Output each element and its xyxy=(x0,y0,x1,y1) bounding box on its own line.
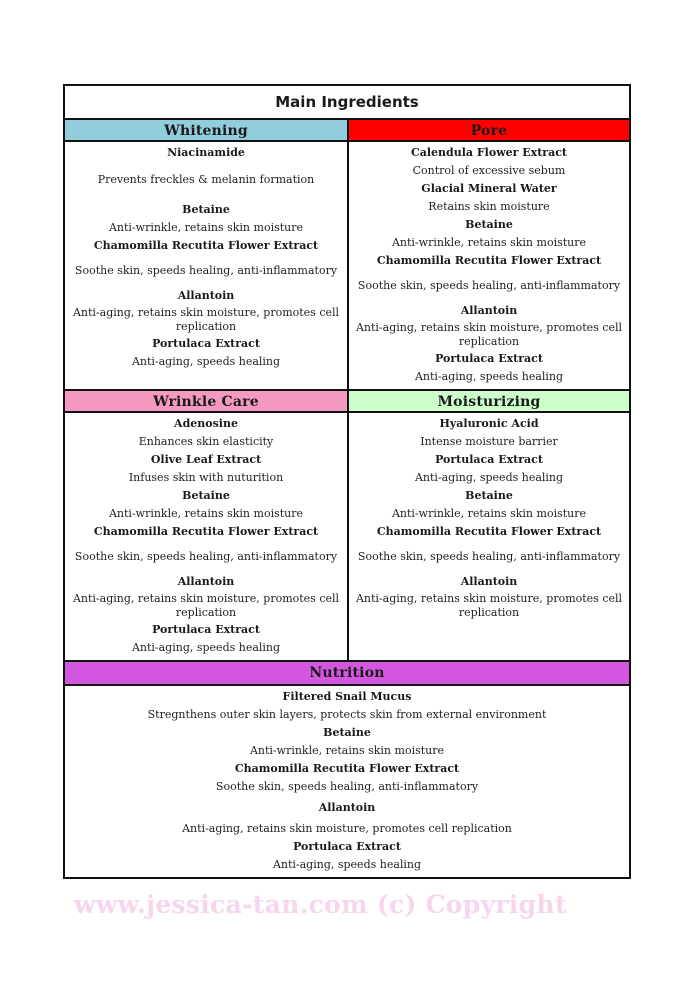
ingredient-name: Chamomilla Recutita Flower Extract xyxy=(93,525,319,538)
nutrition-header: Nutrition xyxy=(65,662,629,686)
whitening-header: Whitening xyxy=(65,120,349,142)
ingredient-name: Betaine xyxy=(465,489,513,502)
ingredient-name: Allantoin xyxy=(460,575,518,588)
ingredient-name: Portulaca Extract xyxy=(152,623,260,636)
ingredient-name: Portulaca Extract xyxy=(435,352,543,365)
ingredient-desc: Anti-aging, retains skin moisture, promotes cell replication xyxy=(72,306,340,333)
ingredient-desc: Soothe skin, speeds healing, anti-inflammatory xyxy=(357,550,621,563)
ingredient-name: Olive Leaf Extract xyxy=(150,453,262,466)
ingredient-desc: Anti-aging, speeds healing xyxy=(131,641,281,654)
ingredient-desc: Anti-aging, speeds healing xyxy=(131,355,281,368)
ingredient-desc: Anti-aging, retains skin moisture, promotes cell replication xyxy=(72,592,340,619)
ingredient-desc: Intense moisture barrier xyxy=(420,435,558,448)
moisturizing-column xyxy=(349,413,629,660)
ingredient-desc: Anti-aging, speeds healing xyxy=(414,471,564,484)
ingredient-desc: Anti-wrinkle, retains skin moisture xyxy=(249,744,445,757)
ingredient-name: Portulaca Extract xyxy=(435,453,543,466)
whitening-column xyxy=(65,142,349,389)
ingredient-desc: Anti-aging, retains skin moisture, promotes cell replication xyxy=(355,321,623,348)
ingredients-table xyxy=(63,84,631,879)
ingredient-name: Allantoin xyxy=(177,575,235,588)
ingredient-desc: Anti-wrinkle, retains skin moisture xyxy=(391,236,587,249)
ingredient-desc: Infuses skin with nuturition xyxy=(128,471,284,484)
copyright-watermark: www.jessica-tan.com (c) Copyright xyxy=(74,890,567,919)
ingredient-name: Allantoin xyxy=(460,304,518,317)
ingredient-desc: Prevents freckles & melanin formation xyxy=(97,173,315,186)
section-row-1 xyxy=(65,142,629,391)
ingredient-desc: Soothe skin, speeds healing, anti-inflammatory xyxy=(74,264,338,277)
wrinkle-care-column xyxy=(65,413,349,660)
wrinkle-care-header: Wrinkle Care xyxy=(65,391,349,413)
ingredient-name: Allantoin xyxy=(177,289,235,302)
ingredient-name: Filtered Snail Mucus xyxy=(282,690,412,703)
ingredient-desc: Stregnthens outer skin layers, protects skin from external environment xyxy=(147,708,547,721)
ingredient-name: Betaine xyxy=(182,203,230,216)
ingredient-name: Chamomilla Recutita Flower Extract xyxy=(376,254,602,267)
ingredient-name: Allantoin xyxy=(318,801,376,814)
ingredient-desc: Soothe skin, speeds healing, anti-inflammatory xyxy=(74,550,338,563)
ingredient-name: Chamomilla Recutita Flower Extract xyxy=(234,762,460,775)
ingredient-desc: Anti-wrinkle, retains skin moisture xyxy=(108,221,304,234)
ingredient-desc: Anti-wrinkle, retains skin moisture xyxy=(108,507,304,520)
ingredient-desc: Anti-aging, speeds healing xyxy=(414,370,564,383)
table-title: Main Ingredients xyxy=(65,86,629,120)
ingredient-name: Hyaluronic Acid xyxy=(439,417,539,430)
moisturizing-header: Moisturizing xyxy=(349,391,629,413)
ingredient-desc: Soothe skin, speeds healing, anti-inflammatory xyxy=(215,780,479,793)
ingredient-desc: Anti-aging, speeds healing xyxy=(272,858,422,871)
header-row-1 xyxy=(65,120,629,142)
pore-header: Pore xyxy=(349,120,629,142)
ingredient-desc: Control of excessive sebum xyxy=(412,164,566,177)
ingredient-name: Betaine xyxy=(465,218,513,231)
ingredient-desc: Retains skin moisture xyxy=(428,200,550,213)
ingredient-name: Chamomilla Recutita Flower Extract xyxy=(376,525,602,538)
ingredient-name: Niacinamide xyxy=(167,146,245,159)
ingredient-name: Betaine xyxy=(182,489,230,502)
ingredient-desc: Soothe skin, speeds healing, anti-inflammatory xyxy=(357,279,621,292)
ingredient-name: Calendula Flower Extract xyxy=(410,146,568,159)
ingredient-desc: Anti-aging, retains skin moisture, promotes cell replication xyxy=(182,822,512,835)
ingredient-desc: Anti-wrinkle, retains skin moisture xyxy=(391,507,587,520)
nutrition-section xyxy=(65,686,629,877)
ingredient-name: Portulaca Extract xyxy=(293,840,401,853)
ingredient-desc: Anti-aging, retains skin moisture, promotes cell replication xyxy=(355,592,623,619)
ingredient-name: Adenosine xyxy=(174,417,238,430)
header-row-2 xyxy=(65,391,629,413)
ingredient-name: Portulaca Extract xyxy=(152,337,260,350)
ingredient-name: Betaine xyxy=(323,726,371,739)
pore-column xyxy=(349,142,629,389)
ingredient-name: Glacial Mineral Water xyxy=(421,182,557,195)
ingredient-name: Chamomilla Recutita Flower Extract xyxy=(93,239,319,252)
ingredient-desc: Enhances skin elasticity xyxy=(138,435,274,448)
section-row-2 xyxy=(65,413,629,662)
